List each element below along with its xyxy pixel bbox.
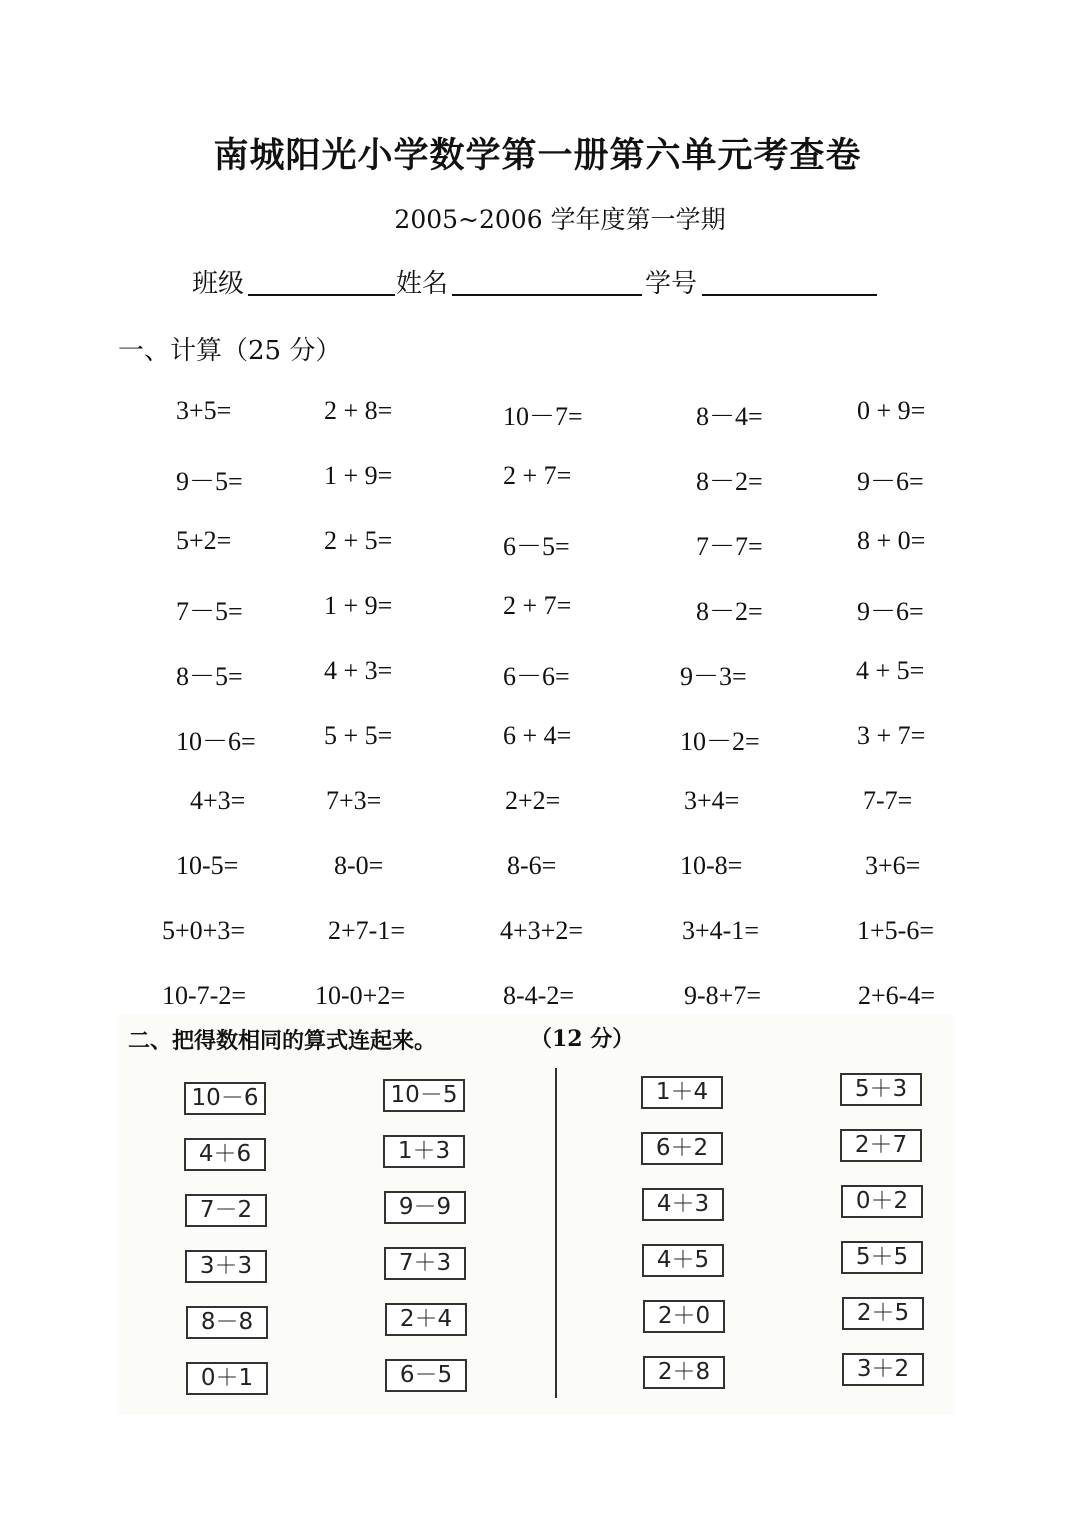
match-expression-box[interactable]: 3＋2 (842, 1353, 924, 1386)
section2-heading: 二、把得数相同的算式连起来。 (128, 1029, 437, 1054)
calc-problem: 10-0+2= (315, 981, 405, 1010)
match-expression-box[interactable]: 6－5 (385, 1359, 467, 1392)
match-expression-box[interactable]: 5＋5 (841, 1241, 923, 1274)
calc-problem: 8-6= (507, 851, 557, 880)
match-expression-box[interactable]: 4＋3 (642, 1188, 724, 1221)
class-label: 班级 (192, 269, 245, 299)
calc-problem: 3+4-1= (682, 916, 759, 945)
calc-problem: 10－6= (176, 727, 256, 756)
calc-problem: 3 + 7= (857, 721, 926, 750)
match-expression-box[interactable]: 2＋4 (385, 1303, 467, 1336)
calc-problem: 2 + 7= (503, 591, 572, 620)
calc-problem: 9－6= (857, 467, 924, 496)
calc-problem: 8－5= (176, 662, 243, 691)
calc-problem: 7+3= (326, 786, 382, 815)
calc-problem: 4+3= (190, 786, 246, 815)
match-expression-box[interactable]: 0＋2 (841, 1185, 923, 1218)
calc-problem: 4 + 3= (324, 656, 393, 685)
calc-problem: 5+0+3= (162, 916, 245, 945)
calc-problem: 10－7= (503, 402, 583, 431)
match-expression-box[interactable]: 10－6 (184, 1082, 266, 1115)
calc-problem: 0 + 9= (857, 396, 926, 425)
calc-problem: 2 + 7= (503, 461, 572, 490)
calc-problem: 1 + 9= (324, 461, 393, 490)
calc-problem: 9－6= (857, 597, 924, 626)
calc-problem: 9－5= (176, 467, 243, 496)
calc-problem: 4 + 5= (856, 656, 925, 685)
match-expression-box[interactable]: 4＋6 (184, 1138, 266, 1171)
student-number-label: 学号 (645, 269, 698, 299)
match-expression-box[interactable]: 2＋8 (643, 1356, 725, 1389)
calc-problem: 10-7-2= (162, 981, 246, 1010)
match-expression-box[interactable]: 2＋0 (643, 1300, 725, 1333)
section2-score: （12 分） (530, 1026, 635, 1052)
name-label: 姓名 (396, 269, 449, 299)
calc-problem: 10－2= (680, 727, 760, 756)
section1-heading: 一、计算（25 分） (118, 336, 342, 366)
match-expression-box[interactable]: 0＋1 (186, 1362, 268, 1395)
calc-problem: 2 + 8= (324, 396, 393, 425)
calc-problem: 7-7= (863, 786, 913, 815)
match-expression-box[interactable]: 8－8 (186, 1306, 268, 1339)
calc-problem: 8 + 0= (857, 526, 926, 555)
calc-problem: 8-4-2= (503, 981, 574, 1010)
calc-problem: 7－7= (696, 532, 763, 561)
match-expression-box[interactable]: 5＋3 (840, 1073, 922, 1106)
calc-problem: 8-0= (334, 851, 384, 880)
match-expression-box[interactable]: 3＋3 (185, 1250, 267, 1283)
calc-problem: 6－6= (503, 662, 570, 691)
match-expression-box[interactable]: 1＋4 (641, 1076, 723, 1109)
matching-divider (555, 1068, 557, 1398)
page-title: 南城阳光小学数学第一册第六单元考查卷 (213, 136, 862, 176)
calc-problem: 6 + 4= (503, 721, 572, 750)
calc-problem: 5+2= (176, 526, 232, 555)
calc-problem: 3+4= (684, 786, 740, 815)
calc-problem: 9-8+7= (684, 981, 761, 1010)
calc-problem: 7－5= (176, 597, 243, 626)
calc-problem: 10-8= (680, 851, 743, 880)
calc-problem: 4+3+2= (500, 916, 583, 945)
calc-problem: 8－2= (696, 467, 763, 496)
match-expression-box[interactable]: 2＋7 (840, 1129, 922, 1162)
match-expression-box[interactable]: 7－2 (185, 1194, 267, 1227)
calc-problem: 10-5= (176, 851, 239, 880)
calc-problem: 2+2= (505, 786, 561, 815)
match-expression-box[interactable]: 6＋2 (641, 1132, 723, 1165)
calc-problem: 3+5= (176, 396, 232, 425)
match-expression-box[interactable]: 10－5 (383, 1079, 465, 1112)
calc-problem: 8－2= (696, 597, 763, 626)
calc-problem: 2+7-1= (328, 916, 405, 945)
calc-problem: 1+5-6= (857, 916, 934, 945)
calc-problem: 2+6-4= (858, 981, 935, 1010)
student-number-field-line[interactable] (702, 294, 877, 296)
calc-problem: 8－4= (696, 402, 763, 431)
match-expression-box[interactable]: 9－9 (384, 1191, 466, 1224)
name-field-line[interactable] (452, 294, 642, 296)
calc-problem: 1 + 9= (324, 591, 393, 620)
class-field-line[interactable] (248, 294, 395, 296)
page-subtitle: 2005~2006 学年度第一学期 (394, 205, 726, 234)
match-expression-box[interactable]: 2＋5 (842, 1297, 924, 1330)
calc-problem: 5 + 5= (324, 721, 393, 750)
calc-problem: 2 + 5= (324, 526, 393, 555)
calc-problem: 9－3= (680, 662, 747, 691)
calc-problem: 3+6= (865, 851, 921, 880)
match-expression-box[interactable]: 1＋3 (383, 1135, 465, 1168)
calc-problem: 6－5= (503, 532, 570, 561)
match-expression-box[interactable]: 4＋5 (642, 1244, 724, 1277)
match-expression-box[interactable]: 7＋3 (384, 1247, 466, 1280)
